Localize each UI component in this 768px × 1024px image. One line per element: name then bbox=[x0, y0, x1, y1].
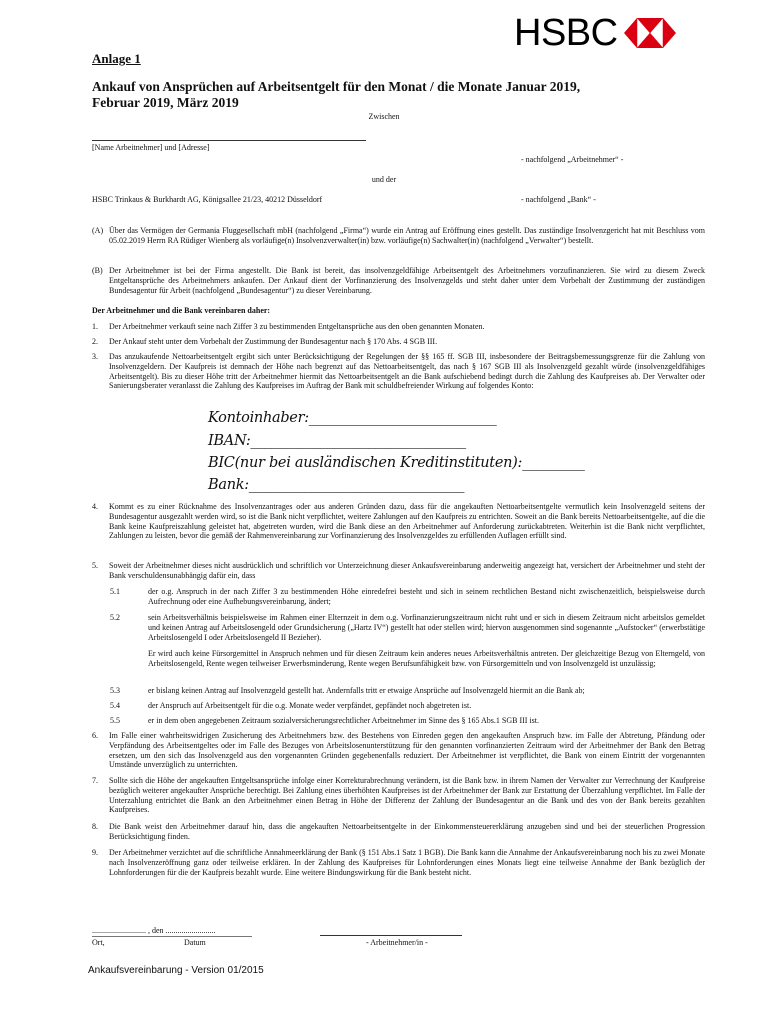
clause-6 bbox=[92, 731, 705, 770]
clause-8 bbox=[92, 822, 705, 842]
clause-text: Kommt es zu einer Rücknahme des Insolvenzantrages oder aus anderen Gründen dazu, dass für die angekauften Nettoarbeitsentgelte vermutlich kein Insolvenzgeld seitens der Bundesagentur ausgezahlt werden wird, so ist die Bank nicht verpflichtet, weitere Zahlungen auf den Kaufpreis zu entrichten. Soweit an die Bank bereits Nettoarbeitsentgelte, auf die die Bank keine Kaufpreiszahlung geleistet hat, abgetreten wurden, wird die Bank diese an den Arbeitnehmer auf Anforderung zurückabtreten. Weiterhin ist die Bank nicht verpflichtet, Zahlungen zu leisten, bevor die gemäß der Rahmenvereinbarung zur Vorfinanzierung des Insolvenzgeldes zu erfüllenden Auflagen erfüllt sind. bbox=[109, 502, 705, 541]
preamble-b bbox=[92, 266, 705, 295]
annex-label: Anlage 1 bbox=[92, 51, 141, 66]
preamble-text: Der Arbeitnehmer ist bei der Firma angestellt. Die Bank ist bereit, das insolvenzgeldfähige Arbeitsentgelt des Arbeitnehmers vorzufinanzieren. Sie wird zu diesem Zweck Entgeltansprüche des Arbeitnehmers ankaufen. Der Ankauf dient der Vorfinanzierung des Insolvenzgelds und steht daher unter dem Vorbehalt der Zustimmung der zuständigen Bundesagentur für Arbeit (nachfolgend „Bundesagentur“) zu dieser Vereinbarung. bbox=[109, 266, 705, 295]
clause-text: Der Arbeitnehmer verzichtet auf die schriftliche Annahmeerklärung der Bank (§ 151 Abs.1 Satz 1 BGB). Die Bank kann die Annahme der Ankaufsvereinbarung noch bis zu zwei Monate nach Insolvenzeröffnung ganz oder teilweise erklären. In der Zahlung des Kaufpreises für Lohnforderungen eines Monats liegt eine teilweise Annahme der Bank bezüglich der Lohnforderungen für die der Kaufpreis bezahlt wurde. Eine weitere Bindungswirkung für die Bank besteht nicht. bbox=[109, 848, 705, 877]
subclause-5-5 bbox=[110, 716, 705, 726]
clause-2 bbox=[92, 337, 705, 347]
preamble-text: Über das Vermögen der Germania Fluggesellschaft mbH (nachfolgend „Firma“) wurde ein Antrag auf Eröffnung eines gestellt. Das zuständige Insolvenzgericht hat mit Beschluss vom 05.02.2019 Herrn RA Rüdiger Wienberg als vorläufige(n) Insolvenzverwalter(in) bzw. vorläufige(n) Sachwalter(in) (nachfolgend „Verwalter“) bestellt. bbox=[109, 226, 705, 245]
subclause-label: 5.3 bbox=[110, 686, 120, 695]
employee-role: - nachfolgend „Arbeitnehmer“ - bbox=[521, 155, 624, 164]
between-label: Zwischen bbox=[368, 112, 400, 121]
agreement-heading: Der Arbeitnehmer und die Bank vereinbaren daher: bbox=[92, 306, 271, 315]
document-title bbox=[92, 79, 692, 111]
clause-label: 8. bbox=[92, 822, 98, 831]
footer-version: Ankaufsvereinbarung - Version 01/2015 bbox=[88, 965, 264, 976]
and-label: und der bbox=[371, 175, 397, 184]
employee-signature-line bbox=[92, 140, 366, 141]
hsbc-hexagon-icon bbox=[624, 18, 676, 48]
clause-text: Die Bank weist den Arbeitnehmer darauf hin, dass die angekauften Nettoarbeitsentgelte in der Einkommensteuererklärung anzugeben sind und bei der steuerlichen Progression Berücksichtigung finden. bbox=[109, 822, 705, 841]
bank-role: - nachfolgend „Bank“ - bbox=[521, 195, 596, 204]
clause-text: Der Ankauf steht unter dem Vorbehalt der Zustimmung der Bundesagentur nach § 170 Abs. 4 SGB III. bbox=[109, 337, 438, 346]
bank-address: HSBC Trinkaus & Burkhardt AG, Königsallee 21/23, 40212 Düsseldorf bbox=[92, 195, 323, 204]
subclause-text: er in dem oben angegebenen Zeitraum sozialversicherungsrechtlicher Arbeitnehmer im Sinne des § 165 Abs.1 SGB III ist. bbox=[148, 716, 540, 725]
place-date-field[interactable]: ........................... , den ......................... bbox=[92, 926, 216, 935]
clause-label: 4. bbox=[92, 502, 98, 511]
account-holder-field[interactable]: Kontoinhaber:___________________________ bbox=[208, 410, 497, 426]
place-label: Ort, bbox=[92, 938, 105, 947]
clause-text: Das anzukaufende Nettoarbeitsentgelt ergibt sich unter Berücksichtigung der Regelungen der §§ 165 ff. SGB III, insbesondere der Beitragsbemessungsgrenze für die Zahlung von Insolvenzgeldern. Der Kaufpreis ist demnach der Höhe nach begrenzt auf das Nettoarbeitsentgelt, das nach § 167 SGB III als Insolvenzgeld gezahlt würde (insolvenzgeldfähiges Arbeitsentgelt). Bis zu dieser Höhe tritt der Arbeitnehmer hiermit das Nettoarbeitsentgelt an die Bank aufschiebend bedingt durch die Zahlung des Kaufpreises ab. Der Verwalter oder Sanierungsberater veranlasst die Zahlung des Kaufpreises im Auftrag der Bank mit schuldbefreiender Wirkung auf folgendes Konto: bbox=[109, 352, 705, 391]
subclause-text: der o.g. Anspruch in der nach Ziffer 3 zu bestimmenden Höhe einredefrei besteht und sich in seinem rechtlichen Bestand nicht zwischenzeitlich, beispielsweise durch Aufrechnung oder eine Aufhebungsvereinbarung, ändert; bbox=[148, 587, 705, 606]
clause-3 bbox=[92, 352, 705, 391]
clause-label: 9. bbox=[92, 848, 98, 857]
clause-label: 6. bbox=[92, 731, 98, 740]
clause-text: Der Arbeitnehmer verkauft seine nach Ziffer 3 zu bestimmenden Entgeltansprüche aus den oben genannten Monaten. bbox=[109, 322, 485, 331]
date-label: Datum bbox=[184, 938, 206, 947]
clause-7 bbox=[92, 776, 705, 815]
subclause-5-1 bbox=[110, 587, 705, 607]
subclause-text: er bislang keinen Antrag auf Insolvenzgeld gestellt hat. Andernfalls tritt er etwaige Ansprüche auf Insolvenzgeld hiermit an die Bank ab; bbox=[148, 686, 585, 695]
subclause-text: sein Arbeitsverhältnis beispielsweise im Rahmen einer Elternzeit in dem o.g. Vorfinanzierungszeitraum nicht ruht und er sich in diesem Zeitraum nicht arbeitslos gemeldet und keinen Antrag auf Arbeitslosengeld oder Grundsicherung („Hartz IV“) gestellt hat oder stellen wird; hiervon ausgenommen sind sogenannte „Aufstocker“ (erwerbstätige Arbeitslosengeld I oder Arbeitslosengeld II Bezieher). bbox=[148, 613, 705, 642]
bic-field[interactable]: BIC(nur bei ausländischen Kreditinstituten):_________ bbox=[208, 455, 585, 471]
hsbc-logo bbox=[514, 12, 676, 54]
clause-5 bbox=[92, 561, 705, 581]
subclause-label: 5.1 bbox=[110, 587, 120, 596]
signature-role: - Arbeitnehmer/in - bbox=[366, 938, 428, 947]
subclause-5-2-continued bbox=[110, 649, 705, 669]
subclause-label: 5.4 bbox=[110, 701, 120, 710]
subclause-text: Er wird auch keine Fürsorgemittel in Anspruch nehmen und für diesen Zeitraum kein anderes neues Arbeitsverhältnis antreten. Der gleichzeitige Bezug von Elterngeld, von Arbeitslosengeld, Rente wegen teilweiser Erwerbsminderung, Rente wegen Berufsunfähigkeit bzw. von Fürsorgemitteln und von Insolvenzgeld ist unzulässig; bbox=[148, 649, 705, 668]
place-date-underline bbox=[92, 936, 252, 937]
preamble-a bbox=[92, 226, 705, 246]
title-line-2: Februar 2019, März 2019 bbox=[92, 95, 239, 110]
subclause-label: 5.5 bbox=[110, 716, 120, 725]
signature-line[interactable] bbox=[320, 935, 462, 936]
clause-1 bbox=[92, 322, 705, 332]
bank-name-field[interactable]: Bank:_______________________________ bbox=[208, 477, 465, 493]
preamble-label: (B) bbox=[92, 266, 103, 275]
clause-label: 7. bbox=[92, 776, 98, 785]
clause-text: Sollte sich die Höhe der angekauften Entgeltsansprüche infolge einer Korrekturabrechnung verändern, ist die Bank bzw. in ihrem Namen der Verwalter zur Verrechnung der Kaufpreise bezüglich weiterer angekaufter Ansprüche berechtigt. Bei Zahlung eines überhöhten Kaufpreises ist der Arbeitnehmer der Bank zur Erstattung der Überzahlung verpflichtet. Im Falle der Unterzahlung entrichtet die Bank an den Arbeitnehmer einen Betrag in Höhe der Differenz der Zahlung der Bundesagentur an die Bank und des von der Bank bereits gezahlten Kaufpreises. bbox=[109, 776, 705, 815]
clause-text: Soweit der Arbeitnehmer dieses nicht ausdrücklich und schriftlich vor Unterzeichnung dieser Ankaufsvereinbarung anderweitig angezeigt hat, versichert der Arbeitnehmer und steht der Bank verschuldensunabhängig dafür ein, dass bbox=[109, 561, 705, 580]
subclause-text: der Anspruch auf Arbeitsentgelt für die o.g. Monate weder verpfändet, gepfändet noch abgetreten ist. bbox=[148, 701, 472, 710]
clause-label: 2. bbox=[92, 337, 98, 346]
subclause-label: 5.2 bbox=[110, 613, 120, 622]
clause-label: 5. bbox=[92, 561, 98, 570]
subclause-5-2 bbox=[110, 613, 705, 642]
subclause-5-4 bbox=[110, 701, 705, 711]
employee-placeholder: [Name Arbeitnehmer] und [Adresse] bbox=[92, 143, 210, 152]
clause-label: 1. bbox=[92, 322, 98, 331]
preamble-label: (A) bbox=[92, 226, 104, 235]
title-line-1: Ankauf von Ansprüchen auf Arbeitsentgelt für den Monat / die Monate Januar 2019, bbox=[92, 79, 581, 94]
logo-wordmark: HSBC bbox=[514, 12, 618, 54]
clause-9 bbox=[92, 848, 705, 877]
subclause-5-3 bbox=[110, 686, 705, 696]
clause-text: Im Falle einer wahrheitswidrigen Zusicherung des Arbeitnehmers bzw. des Bestehens von Einreden gegen den angekauften Anspruch bzw. im Falle der Abtretung, Pfändung oder Verpfändung des Arbeitsentgeltes oder im Falle des Bezuges von Arbeitslosenunterstützung für den genannten vorfinanzierten Zeitraum wird der Arbeitnehmer der Bank den Betrag ersetzen, um den sich das Insolvenzgeld aus den vorgenannten Gründen gegebenenfalls reduziert. Der Arbeitnehmer ist verpflichtet, die Bank von einem Eintritt der vorgenannten Umstände unverzüglich zu unterrichten. bbox=[109, 731, 705, 770]
iban-field[interactable]: IBAN:_______________________________ bbox=[208, 433, 466, 449]
clause-label: 3. bbox=[92, 352, 98, 361]
clause-4 bbox=[92, 502, 705, 541]
